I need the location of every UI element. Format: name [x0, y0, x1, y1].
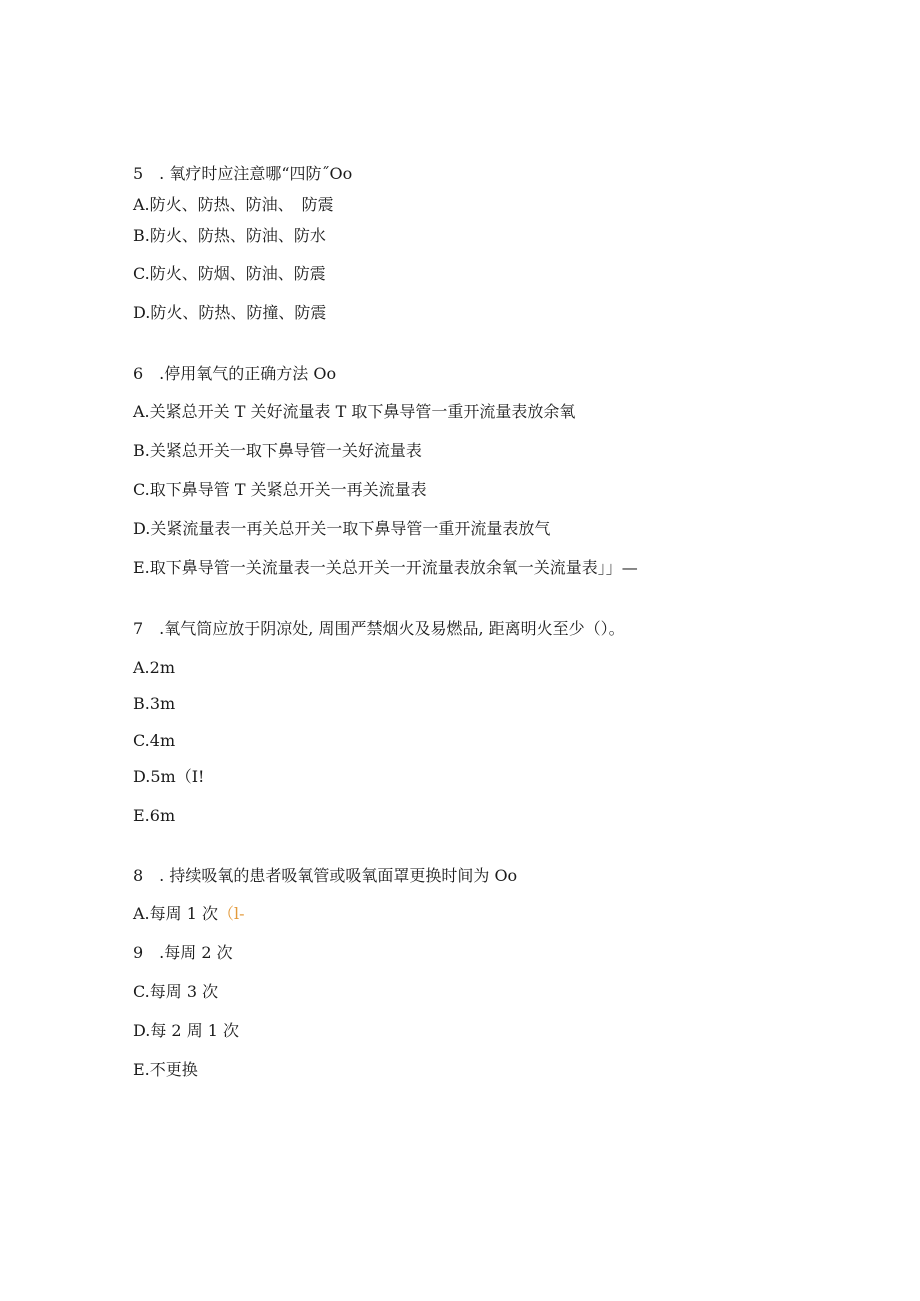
option-d: D.关紧流量表一再关总开关一取下鼻导管一重开流量表放气 [133, 519, 551, 538]
option-e: E.取下鼻导管一关流量表一关总开关一开流量表放余氧一关流量表」」— [133, 558, 638, 577]
option-a: A.关紧总开关 T 关好流量表 T 取下鼻导管一重开流量表放余氧 [133, 402, 576, 421]
option-b: 9 .每周 2 次 [133, 943, 233, 962]
answer-mark: （l- [218, 904, 245, 923]
option-e: E.不更换 [133, 1060, 198, 1079]
question-8-stem: 8 . 持续吸氧的患者吸氧管或吸氧面罩更换时间为 Oo [133, 866, 518, 885]
question-5-stem: 5 . 氧疗时应注意哪“四防˝Oo [133, 164, 353, 183]
option-b: B.关紧总开关一取下鼻导管一关好流量表 [133, 441, 422, 460]
option-b: B.防火、防热、防油、防水 [133, 226, 326, 245]
option-a-text: A.每周 1 次 [133, 904, 218, 923]
option-e: E.6m [133, 806, 176, 825]
option-c: C.每周 3 次 [133, 982, 219, 1001]
question-6-stem: 6 .停用氧气的正确方法 Oo [133, 364, 337, 383]
option-d: D.5m（I! [133, 767, 205, 786]
option-a [133, 904, 245, 924]
option-c: C.取下鼻导管 T 关紧总开关一再关流量表 [133, 480, 427, 499]
option-c: C.4m [133, 731, 176, 750]
option-d: D.防火、防热、防撞、防震 [133, 303, 327, 322]
option-a: A.防火、防热、防油、 防震 [133, 195, 334, 214]
option-a: A.2m [133, 658, 175, 677]
option-b: B.3m [133, 694, 176, 713]
option-d: D.每 2 周 1 次 [133, 1021, 240, 1040]
option-c: C.防火、防烟、防油、防震 [133, 264, 326, 283]
question-7-stem: 7 .氧气筒应放于阴凉处, 周围严禁烟火及易燃品, 距离明火至少（）。 [133, 619, 625, 638]
